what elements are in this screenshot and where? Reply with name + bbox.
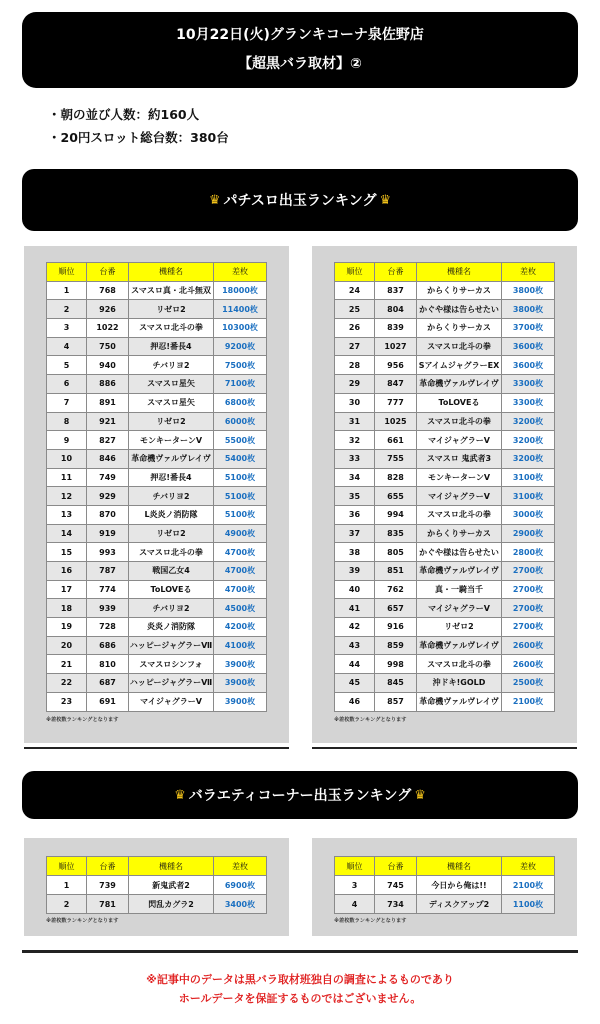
cell-difference: 5500枚 xyxy=(214,431,267,450)
cell-rank: 7 xyxy=(47,393,87,412)
divider xyxy=(22,950,578,953)
table-row xyxy=(335,412,555,431)
cell-model: リゼロ2 xyxy=(417,618,502,637)
cell-rank: 46 xyxy=(335,692,375,711)
cell-difference: 3300枚 xyxy=(502,375,555,394)
cell-difference: 5400枚 xyxy=(214,449,267,468)
cell-model: スマスロ北斗の拳 xyxy=(417,337,502,356)
cell-machine-number: 993 xyxy=(87,543,129,562)
cell-difference: 4700枚 xyxy=(214,543,267,562)
header-rank: 順位 xyxy=(47,857,87,876)
cell-machine-number: 994 xyxy=(375,505,417,524)
cell-machine-number: 655 xyxy=(375,487,417,506)
cell-model: ToLOVEる xyxy=(129,580,214,599)
cell-difference: 3800枚 xyxy=(502,300,555,319)
cell-rank: 20 xyxy=(47,636,87,655)
cell-rank: 43 xyxy=(335,636,375,655)
cell-model: からくりサーカス xyxy=(417,281,502,300)
header-difference: 差枚 xyxy=(214,263,267,282)
cell-model: スマスロ北斗の拳 xyxy=(417,655,502,674)
cell-rank: 44 xyxy=(335,655,375,674)
table-row xyxy=(335,655,555,674)
cell-machine-number: 956 xyxy=(375,356,417,375)
cell-machine-number: 686 xyxy=(87,636,129,655)
table-row xyxy=(47,449,267,468)
cell-rank: 40 xyxy=(335,580,375,599)
table-row xyxy=(335,580,555,599)
crown-icon: ♛ xyxy=(208,192,221,208)
variety-ranking-title: バラエティコーナー出玉ランキング xyxy=(188,788,412,804)
divider xyxy=(312,747,577,749)
cell-machine-number: 827 xyxy=(87,431,129,450)
store-info xyxy=(48,103,229,149)
cell-model: スマスロシンフォ xyxy=(129,655,214,674)
table-row xyxy=(335,618,555,637)
cell-model: かぐや様は告らせたい xyxy=(417,300,502,319)
header-machine-number: 台番 xyxy=(375,857,417,876)
cell-model: スマスロ星矢 xyxy=(129,393,214,412)
disclaimer-line-2: ホールデータを保証するものではございません。 xyxy=(178,992,422,1005)
header-machine-number: 台番 xyxy=(375,263,417,282)
cell-difference: 2700枚 xyxy=(502,580,555,599)
cell-model: 新鬼武者2 xyxy=(129,876,214,895)
cell-rank: 29 xyxy=(335,375,375,394)
table-row xyxy=(335,505,555,524)
table-row xyxy=(47,674,267,693)
table-row xyxy=(335,895,555,914)
cell-difference: 6000枚 xyxy=(214,412,267,431)
cell-machine-number: 886 xyxy=(87,375,129,394)
crown-icon: ♛ xyxy=(379,192,392,208)
cell-machine-number: 755 xyxy=(375,449,417,468)
cell-rank: 14 xyxy=(47,524,87,543)
slot-ranking-header xyxy=(22,169,578,231)
cell-machine-number: 750 xyxy=(87,337,129,356)
cell-rank: 39 xyxy=(335,562,375,581)
cell-difference: 3900枚 xyxy=(214,674,267,693)
cell-machine-number: 787 xyxy=(87,562,129,581)
cell-model: チバリヨ2 xyxy=(129,487,214,506)
cell-rank: 4 xyxy=(47,337,87,356)
cell-model: からくりサーカス xyxy=(417,524,502,543)
cell-machine-number: 998 xyxy=(375,655,417,674)
variety-ranking-header xyxy=(22,771,578,819)
cell-model: 押忍!番長4 xyxy=(129,468,214,487)
ranking-note: ※差枚数ランキングとなります xyxy=(46,717,119,723)
page-title: 10月22日(火)グランキコーナ泉佐野店 xyxy=(176,27,424,43)
cell-rank: 36 xyxy=(335,505,375,524)
table-row xyxy=(47,562,267,581)
cell-model: ディスクアップ2 xyxy=(417,895,502,914)
cell-machine-number: 781 xyxy=(87,895,129,914)
cell-machine-number: 846 xyxy=(87,449,129,468)
cell-machine-number: 1022 xyxy=(87,319,129,338)
cell-machine-number: 837 xyxy=(375,281,417,300)
cell-difference: 3600枚 xyxy=(502,337,555,356)
total-slot-machines: ・20円スロット総台数：380台 xyxy=(48,130,229,145)
table-row xyxy=(335,543,555,562)
table-row xyxy=(335,636,555,655)
cell-difference: 9200枚 xyxy=(214,337,267,356)
cell-model: 炎炎ノ消防隊 xyxy=(129,618,214,637)
header-model: 機種名 xyxy=(417,857,502,876)
table-row xyxy=(47,356,267,375)
cell-model: ToLOVEる xyxy=(417,393,502,412)
cell-machine-number: 847 xyxy=(375,375,417,394)
cell-rank: 1 xyxy=(47,281,87,300)
table-row xyxy=(47,281,267,300)
cell-rank: 19 xyxy=(47,618,87,637)
cell-difference: 4500枚 xyxy=(214,599,267,618)
cell-difference: 4200枚 xyxy=(214,618,267,637)
table-row xyxy=(335,356,555,375)
cell-model: 押忍!番長4 xyxy=(129,337,214,356)
table-row xyxy=(335,319,555,338)
table-row xyxy=(335,487,555,506)
cell-difference: 2100枚 xyxy=(502,692,555,711)
cell-rank: 18 xyxy=(47,599,87,618)
cell-machine-number: 762 xyxy=(375,580,417,599)
slot-ranking-table-right xyxy=(334,262,555,712)
cell-model: リゼロ2 xyxy=(129,412,214,431)
cell-difference: 3000枚 xyxy=(502,505,555,524)
cell-difference: 7500枚 xyxy=(214,356,267,375)
table-row xyxy=(47,636,267,655)
table-row xyxy=(47,618,267,637)
header-model: 機種名 xyxy=(129,263,214,282)
cell-machine-number: 774 xyxy=(87,580,129,599)
cell-difference: 6800枚 xyxy=(214,393,267,412)
table-header-row xyxy=(47,857,267,876)
cell-difference: 7100枚 xyxy=(214,375,267,394)
cell-model: スマスロ北斗の拳 xyxy=(129,319,214,338)
cell-rank: 17 xyxy=(47,580,87,599)
table-row xyxy=(47,487,267,506)
cell-machine-number: 870 xyxy=(87,505,129,524)
page-subtitle: 【超黒バラ取材】② xyxy=(238,56,362,72)
cell-model: 革命機ヴァルヴレイヴ xyxy=(417,692,502,711)
cell-rank: 42 xyxy=(335,618,375,637)
table-header-row xyxy=(335,857,555,876)
cell-difference: 2500枚 xyxy=(502,674,555,693)
table-row xyxy=(47,692,267,711)
cell-rank: 30 xyxy=(335,393,375,412)
cell-machine-number: 687 xyxy=(87,674,129,693)
table-row xyxy=(335,524,555,543)
cell-rank: 6 xyxy=(47,375,87,394)
header-difference: 差枚 xyxy=(502,263,555,282)
cell-rank: 22 xyxy=(47,674,87,693)
header-model: 機種名 xyxy=(417,263,502,282)
cell-machine-number: 926 xyxy=(87,300,129,319)
cell-machine-number: 921 xyxy=(87,412,129,431)
cell-machine-number: 734 xyxy=(375,895,417,914)
cell-model: L炎炎ノ消防隊 xyxy=(129,505,214,524)
cell-model: マイジャグラーV xyxy=(417,599,502,618)
cell-difference: 3200枚 xyxy=(502,449,555,468)
table-row xyxy=(47,468,267,487)
cell-rank: 41 xyxy=(335,599,375,618)
cell-rank: 25 xyxy=(335,300,375,319)
slot-ranking-table-left xyxy=(46,262,267,712)
table-row xyxy=(47,412,267,431)
cell-rank: 21 xyxy=(47,655,87,674)
divider xyxy=(24,747,289,749)
cell-model: チバリヨ2 xyxy=(129,599,214,618)
cell-difference: 4100枚 xyxy=(214,636,267,655)
table-row xyxy=(335,562,555,581)
cell-rank: 24 xyxy=(335,281,375,300)
cell-machine-number: 657 xyxy=(375,599,417,618)
cell-rank: 13 xyxy=(47,505,87,524)
cell-model: 革命機ヴァルヴレイヴ xyxy=(417,375,502,394)
table-row xyxy=(47,393,267,412)
table-row xyxy=(335,449,555,468)
cell-difference: 3600枚 xyxy=(502,356,555,375)
table-row xyxy=(335,281,555,300)
cell-model: 革命機ヴァルヴレイヴ xyxy=(417,636,502,655)
cell-rank: 1 xyxy=(47,876,87,895)
cell-model: 沖ドキ!GOLD xyxy=(417,674,502,693)
cell-model: チバリヨ2 xyxy=(129,356,214,375)
table-row xyxy=(335,300,555,319)
cell-difference: 3100枚 xyxy=(502,487,555,506)
variety-ranking-table-left xyxy=(46,856,267,914)
ranking-note: ※差枚数ランキングとなります xyxy=(334,717,407,723)
cell-difference: 3900枚 xyxy=(214,692,267,711)
cell-machine-number: 845 xyxy=(375,674,417,693)
cell-machine-number: 728 xyxy=(87,618,129,637)
table-row xyxy=(335,468,555,487)
cell-difference: 5100枚 xyxy=(214,487,267,506)
cell-machine-number: 1025 xyxy=(375,412,417,431)
header-machine-number: 台番 xyxy=(87,857,129,876)
cell-model: リゼロ2 xyxy=(129,300,214,319)
disclaimer xyxy=(0,970,600,1008)
table-row xyxy=(335,876,555,895)
cell-model: 戦国乙女4 xyxy=(129,562,214,581)
cell-difference: 2800枚 xyxy=(502,543,555,562)
cell-machine-number: 691 xyxy=(87,692,129,711)
cell-rank: 4 xyxy=(335,895,375,914)
table-header-row xyxy=(335,263,555,282)
disclaimer-line-1: ※記事中のデータは黒バラ取材班独自の調査によるものであり xyxy=(146,973,454,986)
cell-machine-number: 919 xyxy=(87,524,129,543)
table-row xyxy=(335,431,555,450)
cell-difference: 2600枚 xyxy=(502,636,555,655)
table-row xyxy=(47,375,267,394)
table-row xyxy=(47,543,267,562)
cell-machine-number: 939 xyxy=(87,599,129,618)
cell-rank: 3 xyxy=(47,319,87,338)
table-row xyxy=(335,599,555,618)
table-row xyxy=(47,300,267,319)
cell-difference: 2700枚 xyxy=(502,618,555,637)
table-row xyxy=(335,337,555,356)
cell-rank: 2 xyxy=(47,895,87,914)
table-row xyxy=(335,393,555,412)
cell-machine-number: 749 xyxy=(87,468,129,487)
cell-model: モンキーターンV xyxy=(417,468,502,487)
slot-ranking-title: パチスロ出玉ランキング xyxy=(223,193,377,209)
cell-rank: 2 xyxy=(47,300,87,319)
cell-machine-number: 916 xyxy=(375,618,417,637)
variety-ranking-table-right xyxy=(334,856,555,914)
cell-machine-number: 1027 xyxy=(375,337,417,356)
cell-difference: 2900枚 xyxy=(502,524,555,543)
cell-rank: 34 xyxy=(335,468,375,487)
ranking-note: ※差枚数ランキングとなります xyxy=(334,918,407,924)
cell-difference: 18000枚 xyxy=(214,281,267,300)
header-difference: 差枚 xyxy=(214,857,267,876)
cell-rank: 23 xyxy=(47,692,87,711)
table-row xyxy=(47,524,267,543)
cell-difference: 11400枚 xyxy=(214,300,267,319)
morning-queue-count: ・朝の並び人数：約160人 xyxy=(48,107,200,122)
cell-rank: 28 xyxy=(335,356,375,375)
cell-model: スマスロ北斗の拳 xyxy=(417,412,502,431)
cell-rank: 33 xyxy=(335,449,375,468)
table-row xyxy=(47,655,267,674)
cell-rank: 35 xyxy=(335,487,375,506)
cell-machine-number: 857 xyxy=(375,692,417,711)
table-row xyxy=(47,319,267,338)
cell-machine-number: 745 xyxy=(375,876,417,895)
cell-difference: 6900枚 xyxy=(214,876,267,895)
cell-difference: 3200枚 xyxy=(502,431,555,450)
cell-difference: 3400枚 xyxy=(214,895,267,914)
cell-difference: 3900枚 xyxy=(214,655,267,674)
cell-rank: 9 xyxy=(47,431,87,450)
ranking-note: ※差枚数ランキングとなります xyxy=(46,918,119,924)
header-rank: 順位 xyxy=(335,857,375,876)
cell-model: モンキーターンV xyxy=(129,431,214,450)
cell-machine-number: 859 xyxy=(375,636,417,655)
cell-difference: 3300枚 xyxy=(502,393,555,412)
table-row xyxy=(335,692,555,711)
cell-model: 革命機ヴァルヴレイヴ xyxy=(129,449,214,468)
cell-difference: 3100枚 xyxy=(502,468,555,487)
cell-rank: 38 xyxy=(335,543,375,562)
cell-rank: 10 xyxy=(47,449,87,468)
cell-difference: 10300枚 xyxy=(214,319,267,338)
cell-difference: 5100枚 xyxy=(214,468,267,487)
cell-machine-number: 851 xyxy=(375,562,417,581)
cell-model: かぐや様は告らせたい xyxy=(417,543,502,562)
cell-model: 革命機ヴァルヴレイヴ xyxy=(417,562,502,581)
cell-machine-number: 929 xyxy=(87,487,129,506)
cell-model: 今日から俺は!! xyxy=(417,876,502,895)
cell-rank: 32 xyxy=(335,431,375,450)
cell-machine-number: 768 xyxy=(87,281,129,300)
table-row xyxy=(47,599,267,618)
cell-difference: 5100枚 xyxy=(214,505,267,524)
cell-difference: 4900枚 xyxy=(214,524,267,543)
cell-difference: 4700枚 xyxy=(214,580,267,599)
table-row xyxy=(335,674,555,693)
header-model: 機種名 xyxy=(129,857,214,876)
cell-machine-number: 810 xyxy=(87,655,129,674)
cell-model: スマスロ星矢 xyxy=(129,375,214,394)
cell-difference: 2700枚 xyxy=(502,562,555,581)
cell-difference: 3700枚 xyxy=(502,319,555,338)
cell-rank: 37 xyxy=(335,524,375,543)
cell-machine-number: 835 xyxy=(375,524,417,543)
cell-model: SアイムジャグラーEX xyxy=(417,356,502,375)
cell-model: マイジャグラーV xyxy=(417,487,502,506)
cell-model: 閃乱カグラ2 xyxy=(129,895,214,914)
header-machine-number: 台番 xyxy=(87,263,129,282)
cell-rank: 12 xyxy=(47,487,87,506)
table-row xyxy=(47,876,267,895)
cell-model: スマスロ 鬼武者3 xyxy=(417,449,502,468)
cell-difference: 2100枚 xyxy=(502,876,555,895)
cell-machine-number: 804 xyxy=(375,300,417,319)
table-row xyxy=(335,375,555,394)
cell-machine-number: 828 xyxy=(375,468,417,487)
cell-difference: 3800枚 xyxy=(502,281,555,300)
cell-rank: 5 xyxy=(47,356,87,375)
cell-difference: 3200枚 xyxy=(502,412,555,431)
cell-model: スマスロ真・北斗無双 xyxy=(129,281,214,300)
table-row xyxy=(47,895,267,914)
cell-rank: 16 xyxy=(47,562,87,581)
cell-difference: 4700枚 xyxy=(214,562,267,581)
cell-difference: 1100枚 xyxy=(502,895,555,914)
cell-rank: 27 xyxy=(335,337,375,356)
header-difference: 差枚 xyxy=(502,857,555,876)
cell-machine-number: 739 xyxy=(87,876,129,895)
crown-icon: ♛ xyxy=(414,787,426,803)
table-row xyxy=(47,431,267,450)
cell-model: マイジャグラーV xyxy=(129,692,214,711)
table-header-row xyxy=(47,263,267,282)
cell-model: ハッピージャグラーⅦ xyxy=(129,636,214,655)
cell-machine-number: 839 xyxy=(375,319,417,338)
cell-model: ハッピージャグラーⅦ xyxy=(129,674,214,693)
cell-rank: 15 xyxy=(47,543,87,562)
cell-model: リゼロ2 xyxy=(129,524,214,543)
cell-model: マイジャグラーV xyxy=(417,431,502,450)
cell-rank: 3 xyxy=(335,876,375,895)
table-row xyxy=(47,337,267,356)
cell-rank: 45 xyxy=(335,674,375,693)
cell-model: スマスロ北斗の拳 xyxy=(129,543,214,562)
table-row xyxy=(47,580,267,599)
cell-model: からくりサーカス xyxy=(417,319,502,338)
cell-rank: 11 xyxy=(47,468,87,487)
cell-rank: 8 xyxy=(47,412,87,431)
cell-difference: 2600枚 xyxy=(502,655,555,674)
cell-machine-number: 661 xyxy=(375,431,417,450)
cell-machine-number: 805 xyxy=(375,543,417,562)
cell-model: スマスロ北斗の拳 xyxy=(417,505,502,524)
cell-difference: 2700枚 xyxy=(502,599,555,618)
cell-rank: 26 xyxy=(335,319,375,338)
page-title-banner xyxy=(22,12,578,88)
cell-rank: 31 xyxy=(335,412,375,431)
cell-machine-number: 940 xyxy=(87,356,129,375)
cell-model: 真・一騎当千 xyxy=(417,580,502,599)
cell-machine-number: 891 xyxy=(87,393,129,412)
cell-machine-number: 777 xyxy=(375,393,417,412)
header-rank: 順位 xyxy=(335,263,375,282)
crown-icon: ♛ xyxy=(174,787,186,803)
table-row xyxy=(47,505,267,524)
header-rank: 順位 xyxy=(47,263,87,282)
